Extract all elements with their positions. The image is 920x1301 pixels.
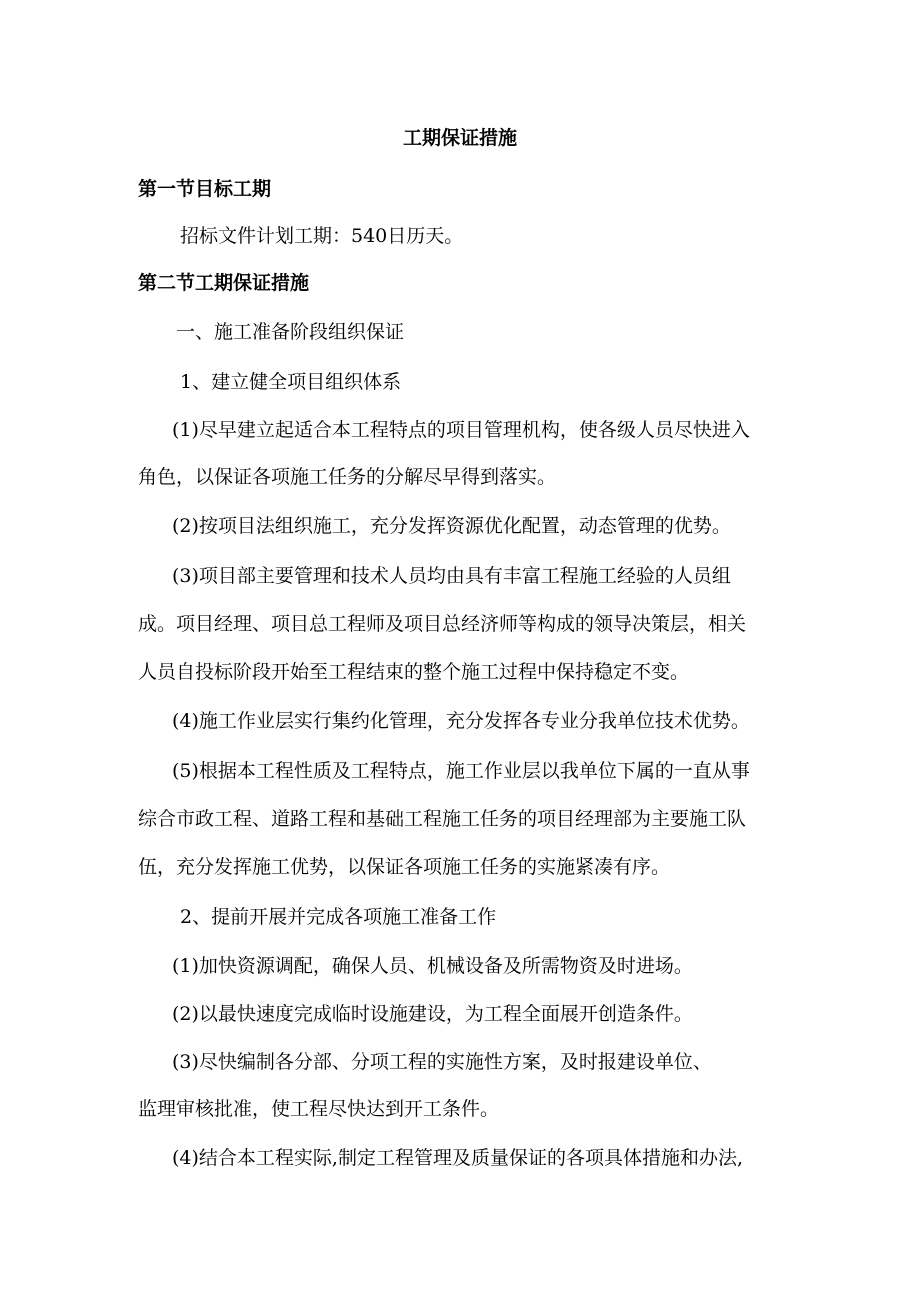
paragraph-line: 综合市政工程、道路工程和基础工程施工任务的项目经理部为主要施工队	[138, 808, 747, 830]
paragraph-line: (3)项目部主要管理和技术人员均由具有丰富工程施工经验的人员组	[172, 565, 731, 587]
paragraph-line: (4)结合本工程实际,制定工程管理及质量保证的各项具体措施和办法,	[172, 1147, 743, 1169]
paragraph-line: (3)尽快编制各分部、分项工程的实施性方案，及时报建设单位、	[172, 1051, 712, 1073]
paragraph-line: 监理审核批准，使工程尽快达到开工条件。	[138, 1098, 500, 1120]
page-title: 工期保证措施	[402, 127, 517, 149]
paragraph-line: (4)施工作业层实行集约化管理，充分发挥各专业分我单位技术优势。	[172, 710, 750, 732]
paragraph-line: 人员自投标阶段开始至工程结束的整个施工过程中保持稳定不变。	[138, 661, 690, 683]
paragraph-line: 成。项目经理、项目总工程师及项目总经济师等构成的领导决策层，相关	[138, 613, 747, 635]
part-1-heading: 一、施工准备阶段组织保证	[176, 321, 405, 343]
section-1-text: 招标文件计划工期：540日历天。	[180, 225, 464, 247]
paragraph-line: (2)按项目法组织施工，充分发挥资源优化配置，动态管理的优势。	[172, 515, 731, 537]
sub-2-heading: 2、提前开展并完成各项施工准备工作	[180, 906, 497, 928]
section-1-heading: 第一节目标工期	[138, 178, 272, 200]
paragraph-line: (1)尽早建立起适合本工程特点的项目管理机构，使各级人员尽快进入	[172, 419, 750, 441]
paragraph-line: (2)以最快速度完成临时设施建设，为工程全面展开创造条件。	[172, 1003, 693, 1025]
paragraph-line: (1)加快资源调配，确保人员、机械设备及所需物资及时进场。	[172, 955, 693, 977]
paragraph-line: 伍，充分发挥施工优势，以保证各项施工任务的实施紧凑有序。	[138, 856, 671, 878]
section-2-heading: 第二节工期保证措施	[138, 272, 310, 294]
paragraph-line: (5)根据本工程性质及工程特点，施工作业层以我单位下属的一直从事	[172, 760, 750, 782]
paragraph-line: 角色，以保证各项施工任务的分解尽早得到落实。	[138, 466, 557, 488]
sub-1-heading: 1、建立健全项目组织体系	[180, 371, 402, 393]
